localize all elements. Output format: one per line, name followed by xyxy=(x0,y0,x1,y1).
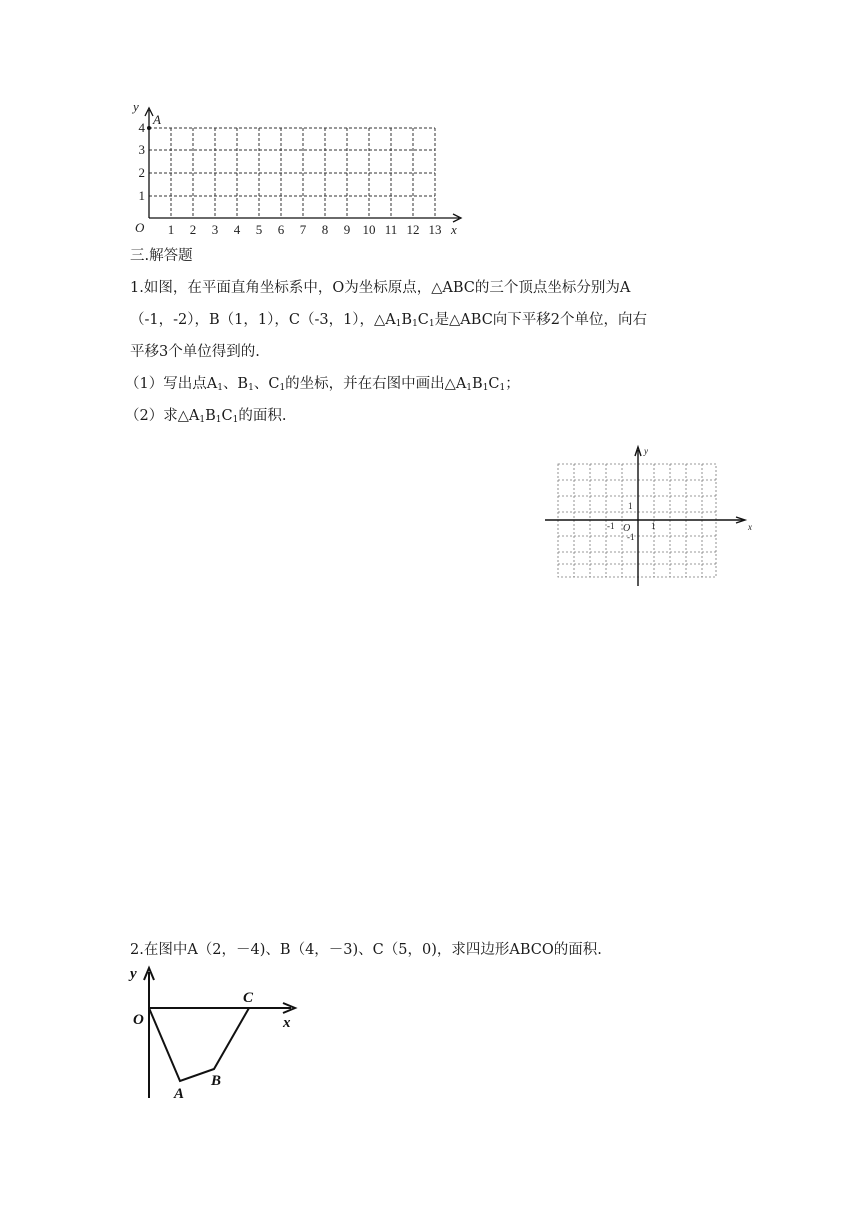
q1-c-letter: C xyxy=(417,312,429,328)
q1-part2-b: 的面积. xyxy=(238,408,287,424)
q1-sub: 1 xyxy=(395,319,402,329)
q1-part1-a: （1）写出点A xyxy=(125,376,218,392)
fig1-xtick: 5 xyxy=(255,222,263,237)
q1-part2 xyxy=(125,406,286,430)
fig1-xtick: 9 xyxy=(343,222,351,237)
q1-line2 xyxy=(130,310,647,334)
fig1-xtick: 13 xyxy=(428,222,442,237)
fig2-axis-y: y xyxy=(644,446,648,456)
fig2-tick-x1: 1 xyxy=(651,521,656,531)
q1-sub: 1 xyxy=(482,383,489,393)
fig2-tick-yneg1: -1 xyxy=(627,532,635,542)
q1-sub: 1 xyxy=(412,319,418,329)
fig1-ytick: 4 xyxy=(138,120,145,135)
fig3-axis-x: x xyxy=(283,1015,291,1031)
fig1-xtick: 11 xyxy=(384,222,398,237)
fig1-xtick: 2 xyxy=(189,222,197,237)
q1-sub: 1 xyxy=(466,383,473,393)
q1-b-letter: B xyxy=(472,376,483,392)
q1-sub: 1 xyxy=(428,319,435,329)
q1-line2-b: 是△ABC向下平移2个单位，向右 xyxy=(434,312,648,328)
q1-part1-c: 、C xyxy=(253,376,280,392)
q1-part1-e: ； xyxy=(505,376,520,392)
q1-c-letter: C xyxy=(488,376,500,392)
fig3-origin: O xyxy=(133,1012,144,1028)
figure-quadrilateral xyxy=(125,962,325,1102)
q1-sub: 1 xyxy=(199,415,206,425)
fig3-label-b: B xyxy=(211,1073,222,1089)
fig1-ytick: 2 xyxy=(138,165,145,180)
fig1-xtick: 4 xyxy=(233,222,241,237)
q1-b-letter: B xyxy=(401,312,413,328)
fig1-xtick: 1 xyxy=(167,222,175,237)
fig1-origin: O xyxy=(135,220,145,235)
q1-sub: 1 xyxy=(217,383,223,393)
q1-sub: 1 xyxy=(499,383,506,393)
q1-sub: 1 xyxy=(279,383,286,393)
q2-text: 2.在图中A（2，－4)、B（4，－3)、C（5，0)，求四边形ABCO的面积. xyxy=(130,942,602,958)
q1-line3: 平移3个单位得到的. xyxy=(130,344,260,360)
fig2-tick-xneg1: -1 xyxy=(607,521,615,531)
fig3-label-a: A xyxy=(174,1086,185,1102)
q1-sub: 1 xyxy=(232,415,239,425)
q1-part1 xyxy=(125,374,520,398)
q1-line2-a: （-1，-2），B（1，1），C（-3，1），△A xyxy=(130,312,396,328)
q1-sub: 1 xyxy=(215,415,222,425)
section-title: 三.解答题 xyxy=(130,248,193,264)
q1-part2-a: （2）求△A xyxy=(125,408,200,424)
fig1-ytick: 1 xyxy=(138,188,145,203)
fig1-xtick: 7 xyxy=(299,222,307,237)
figure-grid-1 xyxy=(125,98,470,240)
fig3-axis-y: y xyxy=(130,966,137,982)
fig1-xtick: 3 xyxy=(211,222,219,237)
fig1-xtick: 10 xyxy=(362,222,376,237)
fig1-ytick: 3 xyxy=(138,142,145,157)
quadrilateral-shape xyxy=(149,1008,249,1081)
fig2-axis-x: x xyxy=(748,522,752,532)
fig1-xtick: 8 xyxy=(321,222,329,237)
q1-part1-b: 、B xyxy=(222,376,249,392)
q1-b-letter: B xyxy=(205,408,216,424)
fig1-xtick: 6 xyxy=(277,222,285,237)
q1-part1-d: 的坐标，并在右图中画出△A xyxy=(285,376,467,392)
fig1-xtick: 12 xyxy=(406,222,420,237)
fig1-axis-y: y xyxy=(133,99,139,114)
fig2-tick-y1: 1 xyxy=(628,501,633,511)
fig2-origin: O xyxy=(623,523,631,534)
q1-c-letter: C xyxy=(221,408,233,424)
q1-sub: 1 xyxy=(248,383,254,393)
q1-line1: 1.如图，在平面直角坐标系中，O为坐标原点，△ABC的三个顶点坐标分别为A xyxy=(130,280,631,296)
fig3-label-c: C xyxy=(243,990,254,1006)
fig1-point-a: A xyxy=(153,112,161,127)
fig1-axis-x: x xyxy=(451,222,457,237)
figure-grid-2 xyxy=(543,442,758,590)
